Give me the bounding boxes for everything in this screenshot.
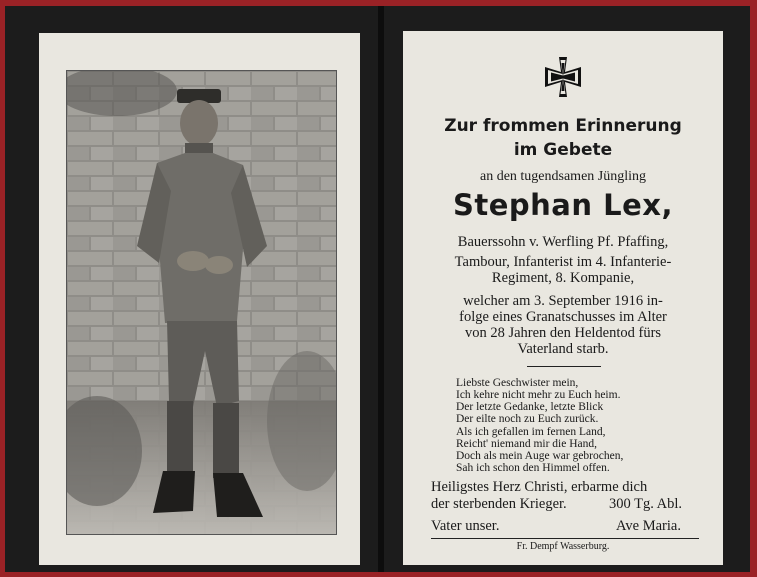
bio-line: folge eines Granatschusses im Alter [459, 309, 667, 325]
bio-line: von 28 Jahren den Heldentod fürs [464, 325, 662, 341]
bio-line: Regiment, 8. Kompanie, [491, 270, 635, 286]
soldier-photo [66, 70, 337, 535]
poem-line: Ich kehre nicht mehr zu Euch heim. [456, 389, 621, 401]
divider [527, 366, 601, 367]
closing-prayer-right: Ave Maria. [616, 518, 681, 534]
title-line-2: im Gebete [513, 140, 613, 160]
poem-line: Reicht' niemand mir die Hand, [456, 438, 597, 450]
printer-credit: Fr. Dempf Wasserburg. [516, 541, 610, 552]
poem-line: Der eilte noch zu Euch zurück. [456, 413, 599, 425]
title-line-1: Zur frommen Erinnerung [444, 116, 682, 136]
card-fold [378, 6, 384, 572]
bio-line: Vaterland starb. [517, 341, 609, 357]
poem-line: Der letzte Gedanke, letzte Blick [456, 401, 604, 413]
indulgence: 300 Tg. Abl. [609, 496, 683, 512]
iron-cross-icon [539, 55, 587, 99]
poem-line: Als ich gefallen im fernen Land, [456, 426, 606, 438]
subtitle: an den tugendsamen Jüngling [479, 169, 647, 184]
bio-line: Tambour, Infanterist im 4. Infanterie- [454, 254, 672, 270]
prayer-line: der sterbenden Krieger. [431, 496, 567, 512]
bio-line: welcher am 3. September 1916 in- [463, 293, 663, 309]
poem-line: Liebste Geschwister mein, [456, 377, 579, 389]
poem-line: Sah ich schon den Himmel offen. [456, 462, 610, 474]
closing-prayer-left: Vater unser. [431, 518, 500, 534]
prayer-line: Heiligstes Herz Christi, erbarme dich [431, 479, 648, 495]
bio-line: Bauerssohn v. Werfling Pf. Pfaffing, [457, 234, 669, 250]
poem-line: Doch als mein Auge war gebrochen, [456, 450, 624, 462]
divider [431, 538, 699, 539]
deceased-name: Stephan Lex, [452, 188, 673, 222]
